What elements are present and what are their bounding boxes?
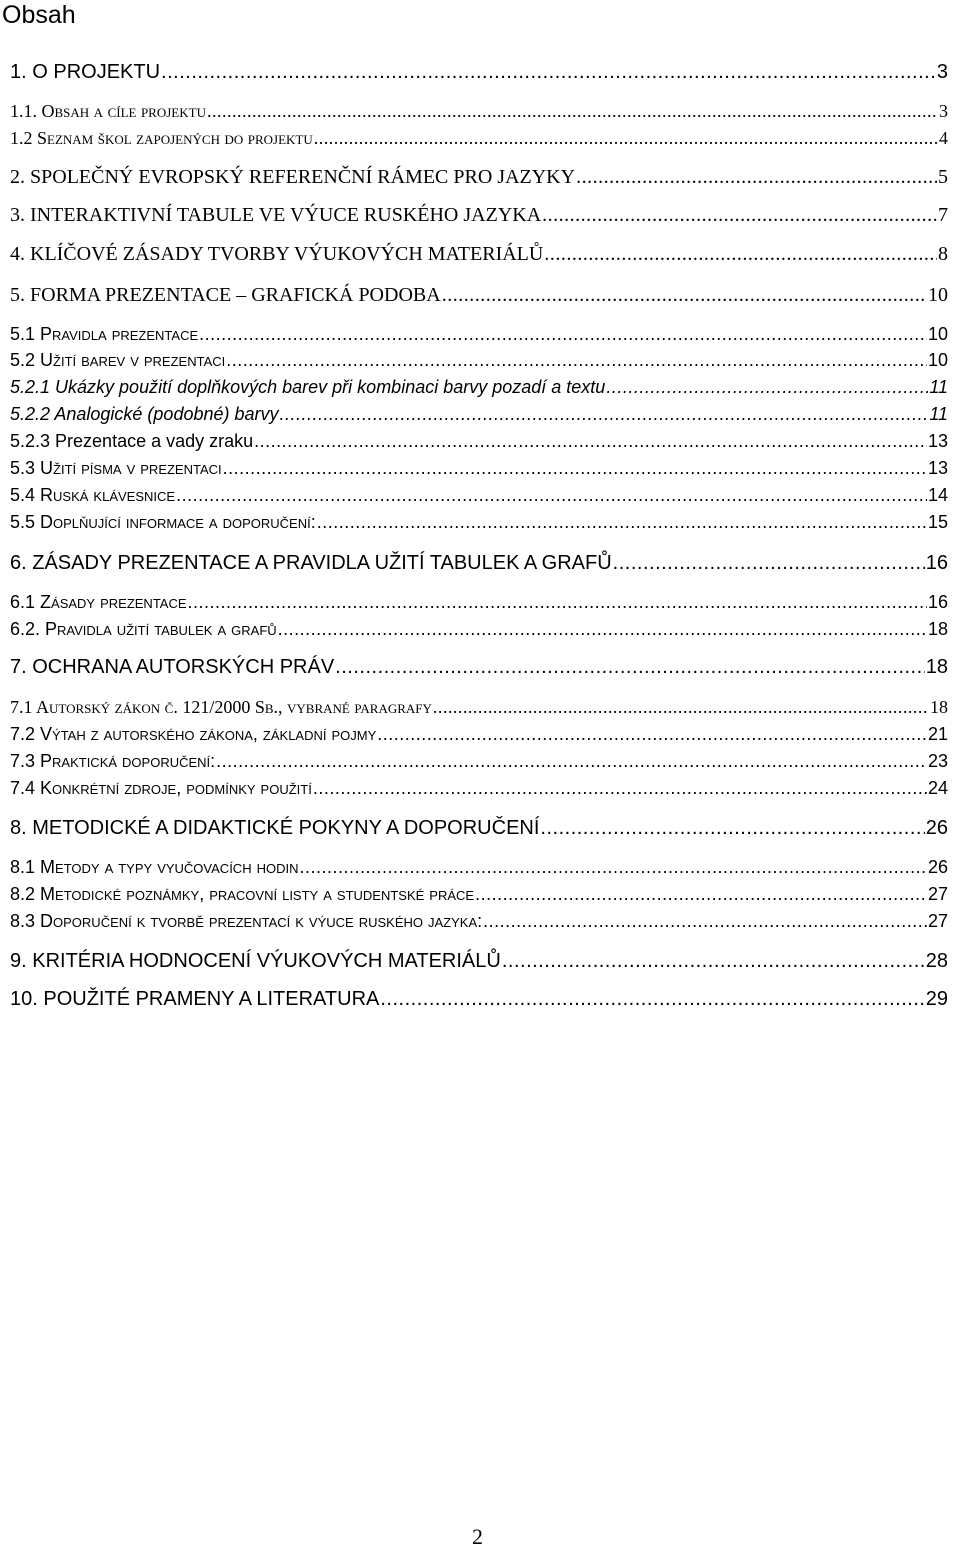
toc-entry-label: 7.3 Praktická doporučení:: [10, 751, 216, 771]
toc-entry-page: 13: [927, 458, 948, 478]
leader-dots: [216, 751, 927, 772]
toc-entry-label: 5.4 Ruská klávesnice: [10, 485, 176, 505]
leader-dots: [613, 552, 925, 575]
toc-entry-8-2[interactable]: [10, 884, 948, 910]
toc-entry-4[interactable]: [10, 243, 948, 269]
page-title: Obsah: [2, 1, 76, 29]
toc-entry-label: 6. ZÁSADY PREZENTACE A PRAVIDLA UŽITÍ TABULEK A GRAFŮ: [10, 552, 612, 574]
leader-dots: [161, 61, 936, 84]
toc-entry-5-2-1[interactable]: [10, 377, 948, 403]
toc-entry-label: 1. O PROJEKTU: [10, 61, 161, 83]
leader-dots: [278, 619, 927, 640]
toc-entry-label: 6.1 Zásady prezentace: [10, 592, 187, 612]
toc-entry-page: 11: [929, 377, 948, 397]
toc-entry-7-2[interactable]: [10, 724, 948, 750]
toc-entry-6-1[interactable]: [10, 592, 948, 618]
toc-entry-page: 18: [930, 697, 948, 717]
toc-entry-page: 14: [927, 485, 948, 505]
leader-dots: [280, 404, 929, 425]
toc-entry-page: 8: [938, 243, 948, 265]
toc-entry-page: 24: [927, 778, 948, 798]
toc-entry-page: 27: [927, 911, 948, 931]
toc-entry-5-2-2[interactable]: [10, 404, 948, 430]
toc-entry-5-2-3[interactable]: [10, 431, 948, 457]
leader-dots: [380, 988, 924, 1011]
toc-entry-page: 11: [929, 404, 948, 424]
leader-dots: [317, 512, 927, 533]
leader-dots: [544, 243, 937, 266]
toc-entry-label: 5.5 Doplňující informace a doporučení:: [10, 512, 316, 532]
toc-entry-label: 7. OCHRANA AUTORSKÝCH PRÁV: [10, 656, 335, 678]
toc-entry-label: 7.1 Autorský zákon č. 121/2000 Sb., vybrané paragrafy: [10, 697, 432, 717]
toc-entry-5-1[interactable]: [10, 324, 948, 350]
toc-entry-page: 10: [927, 350, 948, 370]
leader-dots: [540, 817, 924, 840]
toc-entry-9[interactable]: [10, 950, 948, 976]
toc-entry-label: 1.1. Obsah a cíle projektu: [10, 101, 206, 121]
toc-entry-page: 10: [927, 324, 948, 344]
toc-entry-page: 16: [927, 592, 948, 612]
toc-entry-label: 5.2 Užití barev v prezentaci: [10, 350, 226, 370]
toc-entry-7-3[interactable]: [10, 751, 948, 777]
leader-dots: [314, 128, 938, 149]
toc-entry-label: 7.2 Výtah z autorského zákona, základní pojmy: [10, 724, 377, 744]
toc-entry-label: 7.4 Konkrétní zdroje, podmínky použití: [10, 778, 312, 798]
toc-entry-label: 5. FORMA PREZENTACE – GRAFICKÁ PODOBA: [10, 284, 441, 306]
toc-entry-page: 16: [925, 552, 948, 574]
toc-entry-5-5[interactable]: [10, 512, 948, 538]
toc-entry-page: 26: [925, 817, 948, 839]
leader-dots: [226, 350, 927, 371]
toc-entry-3[interactable]: [10, 204, 948, 230]
leader-dots: [176, 485, 927, 506]
toc-entry-1-2[interactable]: [10, 128, 948, 154]
toc-entry-label: 1.2 Seznam škol zapojených do projektu: [10, 128, 313, 148]
toc-entry-page: 3: [936, 61, 948, 83]
toc-entry-label: 8.2 Metodické poznámky, pracovní listy a studentské práce: [10, 884, 475, 904]
toc-entry-label: 10. POUŽITÉ PRAMENY A LITERATURA: [10, 988, 380, 1010]
toc-entry-6[interactable]: [10, 552, 948, 578]
leader-dots: [483, 911, 927, 932]
leader-dots: [313, 778, 927, 799]
toc-entry-page: 3: [939, 101, 948, 121]
toc-entry-5-3[interactable]: [10, 458, 948, 484]
leader-dots: [442, 284, 927, 307]
leader-dots: [223, 458, 927, 479]
toc-entry-5-4[interactable]: [10, 485, 948, 511]
toc-entry-label: 8. METODICKÉ A DIDAKTICKÉ POKYNY A DOPORUČENÍ: [10, 817, 540, 839]
leader-dots: [188, 592, 927, 613]
toc-entry-8-3[interactable]: [10, 911, 948, 937]
leader-dots: [433, 697, 929, 718]
leader-dots: [207, 101, 938, 122]
toc-entry-page: 29: [925, 988, 948, 1010]
leader-dots: [377, 724, 927, 745]
toc-entry-8[interactable]: [10, 817, 948, 843]
toc-entry-page: 13: [927, 431, 948, 451]
toc-entry-page: 10: [928, 284, 948, 306]
toc-entry-page: 7: [938, 204, 948, 226]
toc-entry-page: 18: [925, 656, 948, 678]
toc-entry-6-2[interactable]: [10, 619, 948, 645]
toc-entry-7-1[interactable]: [10, 697, 948, 723]
toc-entry-7-4[interactable]: [10, 778, 948, 804]
toc-entry-label: 8.3 Doporučení k tvorbě prezentací k výuce ruského jazyka:: [10, 911, 483, 931]
toc-entry-label: 5.2.1 Ukázky použití doplňkových barev při kombinaci barvy pozadí a textu: [10, 377, 606, 397]
toc-entry-8-1[interactable]: [10, 857, 948, 883]
toc-entry-page: 27: [927, 884, 948, 904]
toc-entry-label: 9. KRITÉRIA HODNOCENÍ VÝUKOVÝCH MATERIÁLŮ: [10, 950, 501, 972]
toc-entry-page: 4: [939, 128, 948, 148]
leader-dots: [335, 656, 925, 679]
leader-dots: [502, 950, 925, 973]
toc-entry-page: 28: [925, 950, 948, 972]
toc-entry-label: 2. SPOLEČNÝ EVROPSKÝ REFERENČNÍ RÁMEC PRO JAZYKY: [10, 166, 576, 188]
toc-entry-page: 26: [927, 857, 948, 877]
toc-entry-5-2[interactable]: [10, 350, 948, 376]
leader-dots: [254, 431, 927, 452]
toc-entry-5[interactable]: [10, 284, 948, 310]
toc-entry-1[interactable]: [10, 61, 948, 87]
leader-dots: [576, 166, 937, 189]
toc-entry-label: 4. KLÍČOVÉ ZÁSADY TVORBY VÝUKOVÝCH MATERIÁLŮ: [10, 243, 544, 265]
toc-entry-label: 3. INTERAKTIVNÍ TABULE VE VÝUCE RUSKÉHO JAZYKA: [10, 204, 542, 226]
toc-entry-label: 5.2.3 Prezentace a vady zraku: [10, 431, 254, 451]
leader-dots: [199, 324, 927, 345]
toc-entry-label: 5.2.2 Analogické (podobné) barvy: [10, 404, 279, 424]
toc-entry-2[interactable]: [10, 166, 948, 192]
toc-entry-label: 5.3 Užití písma v prezentaci: [10, 458, 222, 478]
toc-entry-10[interactable]: [10, 988, 948, 1014]
toc-entry-7[interactable]: [10, 656, 948, 682]
leader-dots: [542, 204, 937, 227]
toc-entry-page: 23: [927, 751, 948, 771]
toc-entry-label: 6.2. Pravidla užití tabulek a grafů: [10, 619, 277, 639]
toc-entry-label: 8.1 Metody a typy vyučovacích hodin: [10, 857, 299, 877]
page-number: 2: [472, 1524, 483, 1549]
toc-entry-page: 18: [927, 619, 948, 639]
toc-entry-page: 5: [938, 166, 948, 188]
toc-entry-label: 5.1 Pravidla prezentace: [10, 324, 199, 344]
toc-entry-page: 15: [927, 512, 948, 532]
leader-dots: [606, 377, 928, 398]
leader-dots: [475, 884, 927, 905]
toc-entry-page: 21: [927, 724, 948, 744]
toc-entry-1-1[interactable]: [10, 101, 948, 127]
leader-dots: [299, 857, 927, 878]
